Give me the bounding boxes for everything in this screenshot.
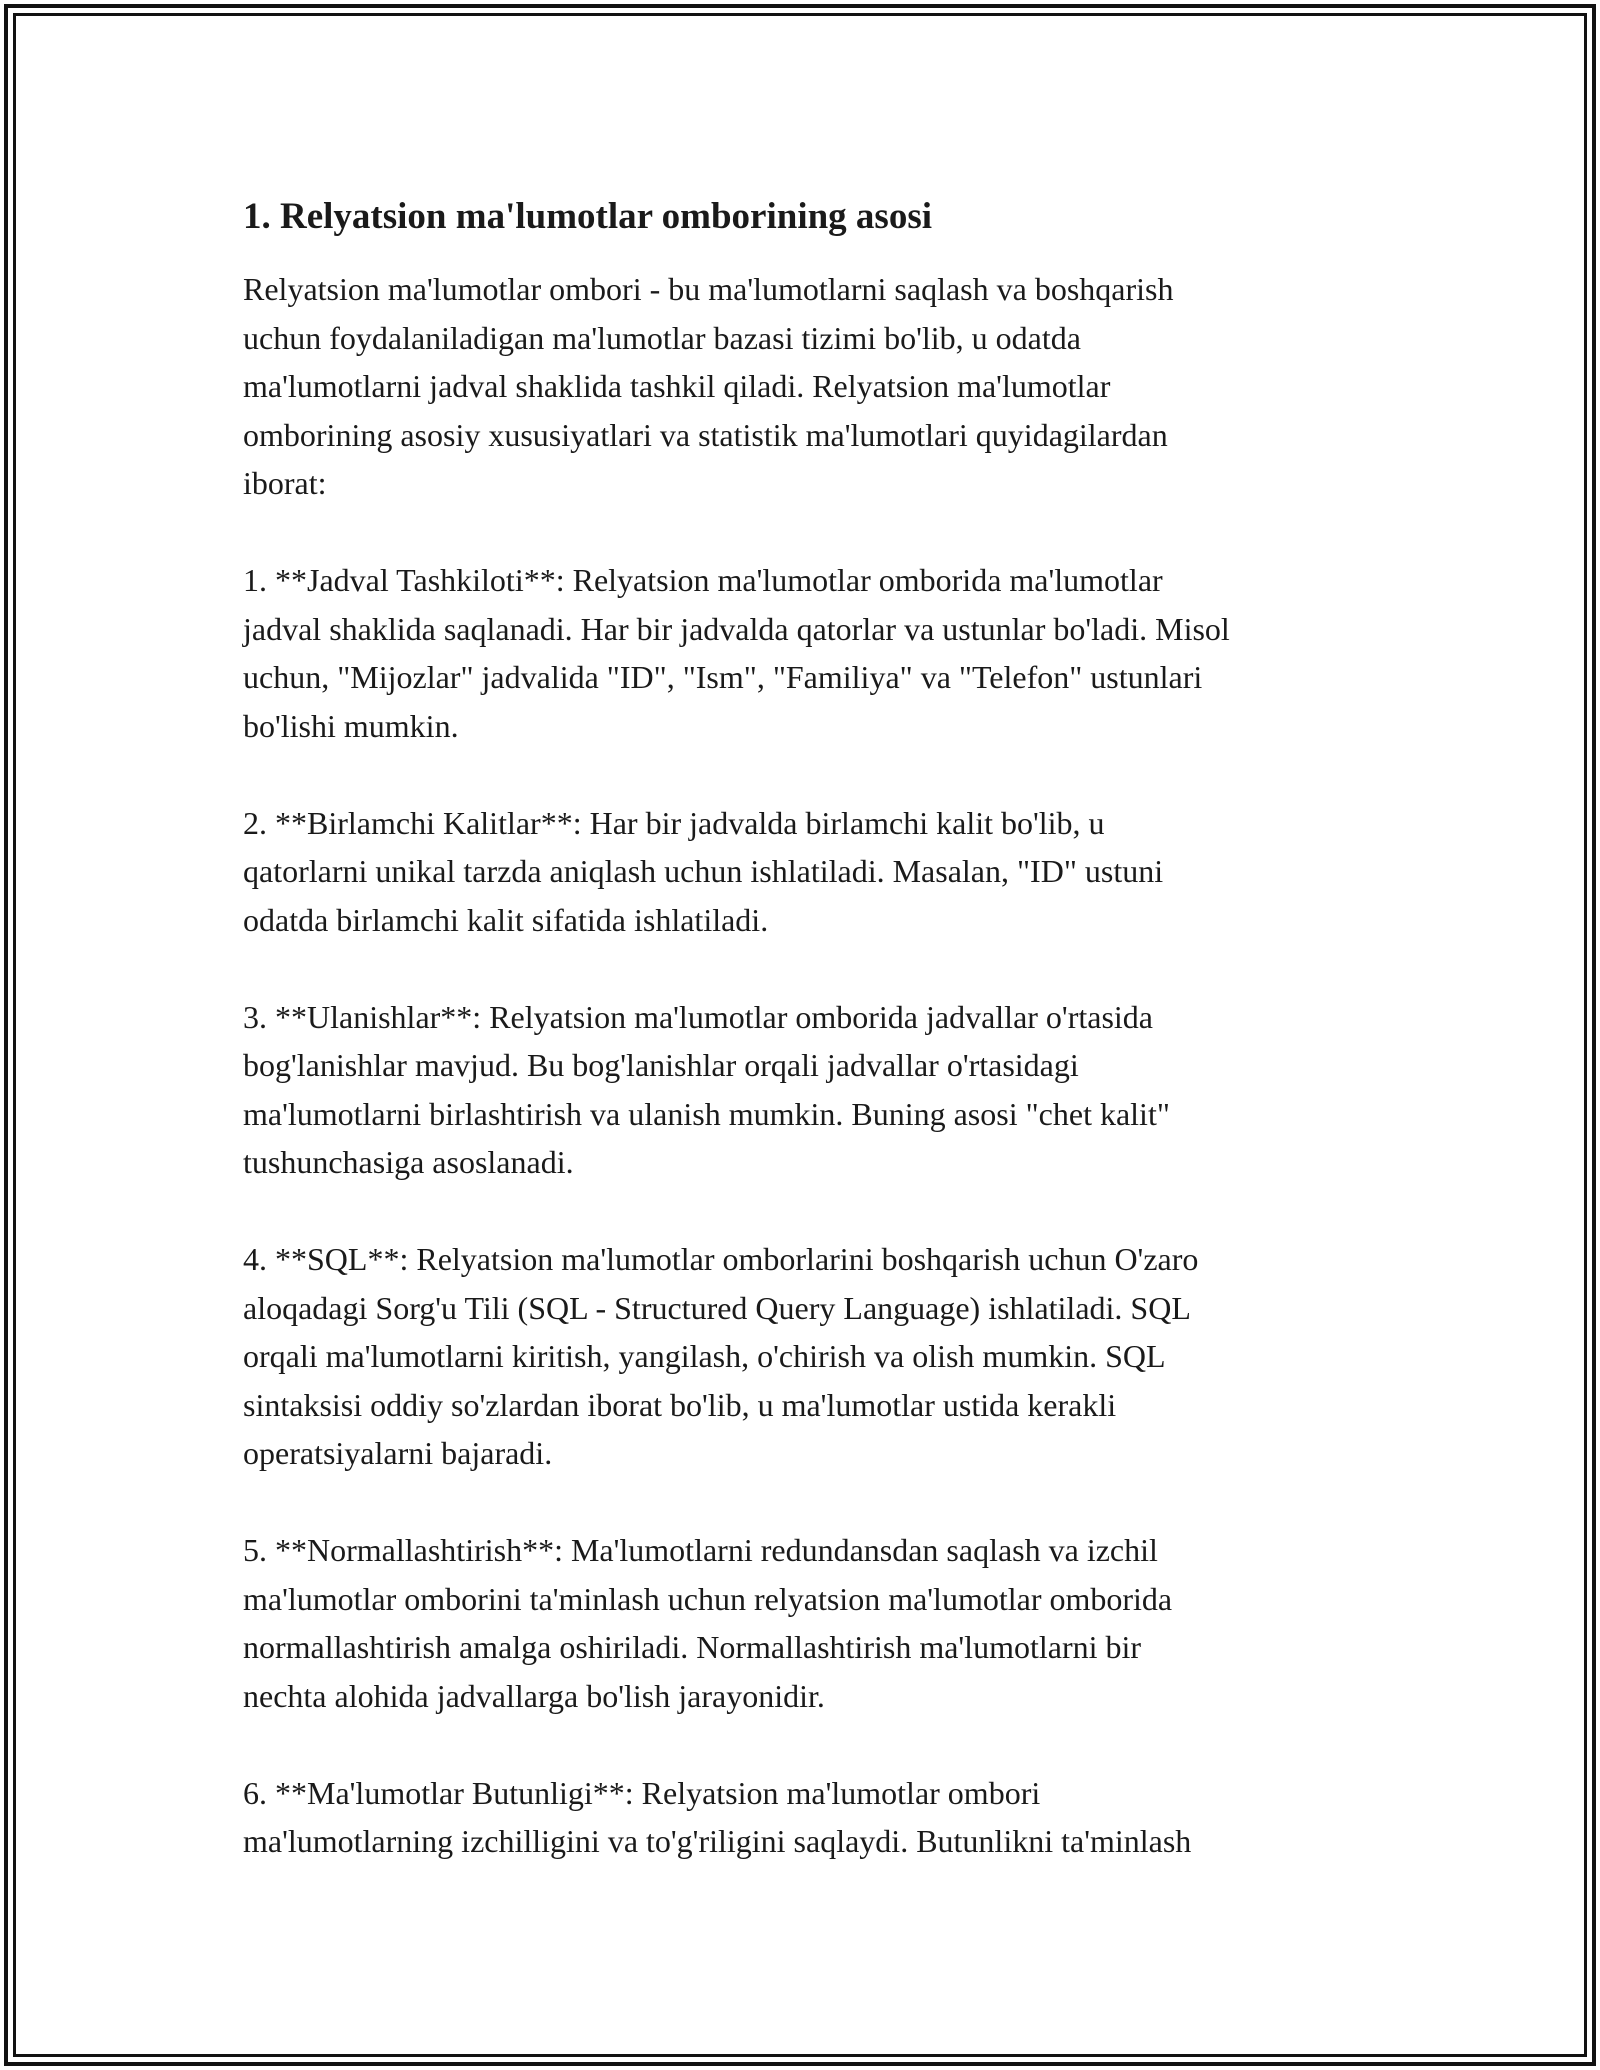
intro-paragraph: Relyatsion ma'lumotlar ombori - bu ma'lumotlarni saqlash va boshqarish uchun foydalaniladigan ma'lumotlar bazasi tizimi bo'lib, u odatda ma'lumotlarni jadval shaklida tashkil qiladi. Relyatsion ma'lumotlar omborining asosiy xususiyatlari va statistik ma'lumotlari quyidagilardan iborat: xyxy=(243,271,1174,501)
document-body xyxy=(243,193,1403,1914)
page-frame xyxy=(4,4,1596,2066)
item-malumotlar-butunligi: 6. **Ma'lumotlar Butunligi**: Relyatsion ma'lumotlar ombori ma'lumotlarning izchilligini va to'g'riligini saqlaydi. Butunlikni ta'minlash xyxy=(243,1774,1192,1859)
item-ulanishlar: 3. **Ulanishlar**: Relyatsion ma'lumotlar omborida jadvallar o'rtasida bog'lanishlar mavjud. Bu bog'lanishlar orqali jadvallar o'rtasidagi ma'lumotlarni birlashtirish va ulanish mumkin. Buning asosi "chet kalit" tushunchasiga asoslanadi. xyxy=(243,998,1170,1180)
item-normallashtirish: 5. **Normallashtirish**: Ma'lumotlarni redundansdan saqlash va izchil ma'lumotlar omborini ta'minlash uchun relyatsion ma'lumotlar omborida normallashtirish amalga oshiriladi. Normallashtirish ma'lumotlarni bir nechta alohida jadvallarga bo'lish jarayonidir. xyxy=(243,1532,1173,1714)
document-title: 1. Relyatsion ma'lumotlar omborining asosi xyxy=(243,196,932,237)
item-birlamchi-kalitlar: 2. **Birlamchi Kalitlar**: Har bir jadvalda birlamchi kalit bo'lib, u qatorlarni unikal tarzda aniqlash uchun ishlatiladi. Masalan, "ID" ustuni odatda birlamchi kalit sifatida ishlatiladi. xyxy=(243,804,1164,938)
item-sql: 4. **SQL**: Relyatsion ma'lumotlar omborlarini boshqarish uchun O'zaro aloqadagi Sorg'u Tili (SQL - Structured Query Language) ishlatiladi. SQL orqali ma'lumotlarni kiritish, yangilash, o'chirish va olish mumkin. SQL sintaksisi oddiy so'zlardan iborat bo'lib, u ma'lumotlar ustida kerakli operatsiyalarni bajaradi. xyxy=(243,1241,1199,1471)
item-jadval-tashkiloti: 1. **Jadval Tashkiloti**: Relyatsion ma'lumotlar omborida ma'lumotlar jadval shaklida saqlanadi. Har bir jadvalda qatorlar va ustunlar bo'ladi. Misol uchun, "Mijozlar" jadvalida "ID", "Ism", "Familiya" va "Telefon" ustunlari bo'lishi mumkin. xyxy=(243,562,1230,744)
